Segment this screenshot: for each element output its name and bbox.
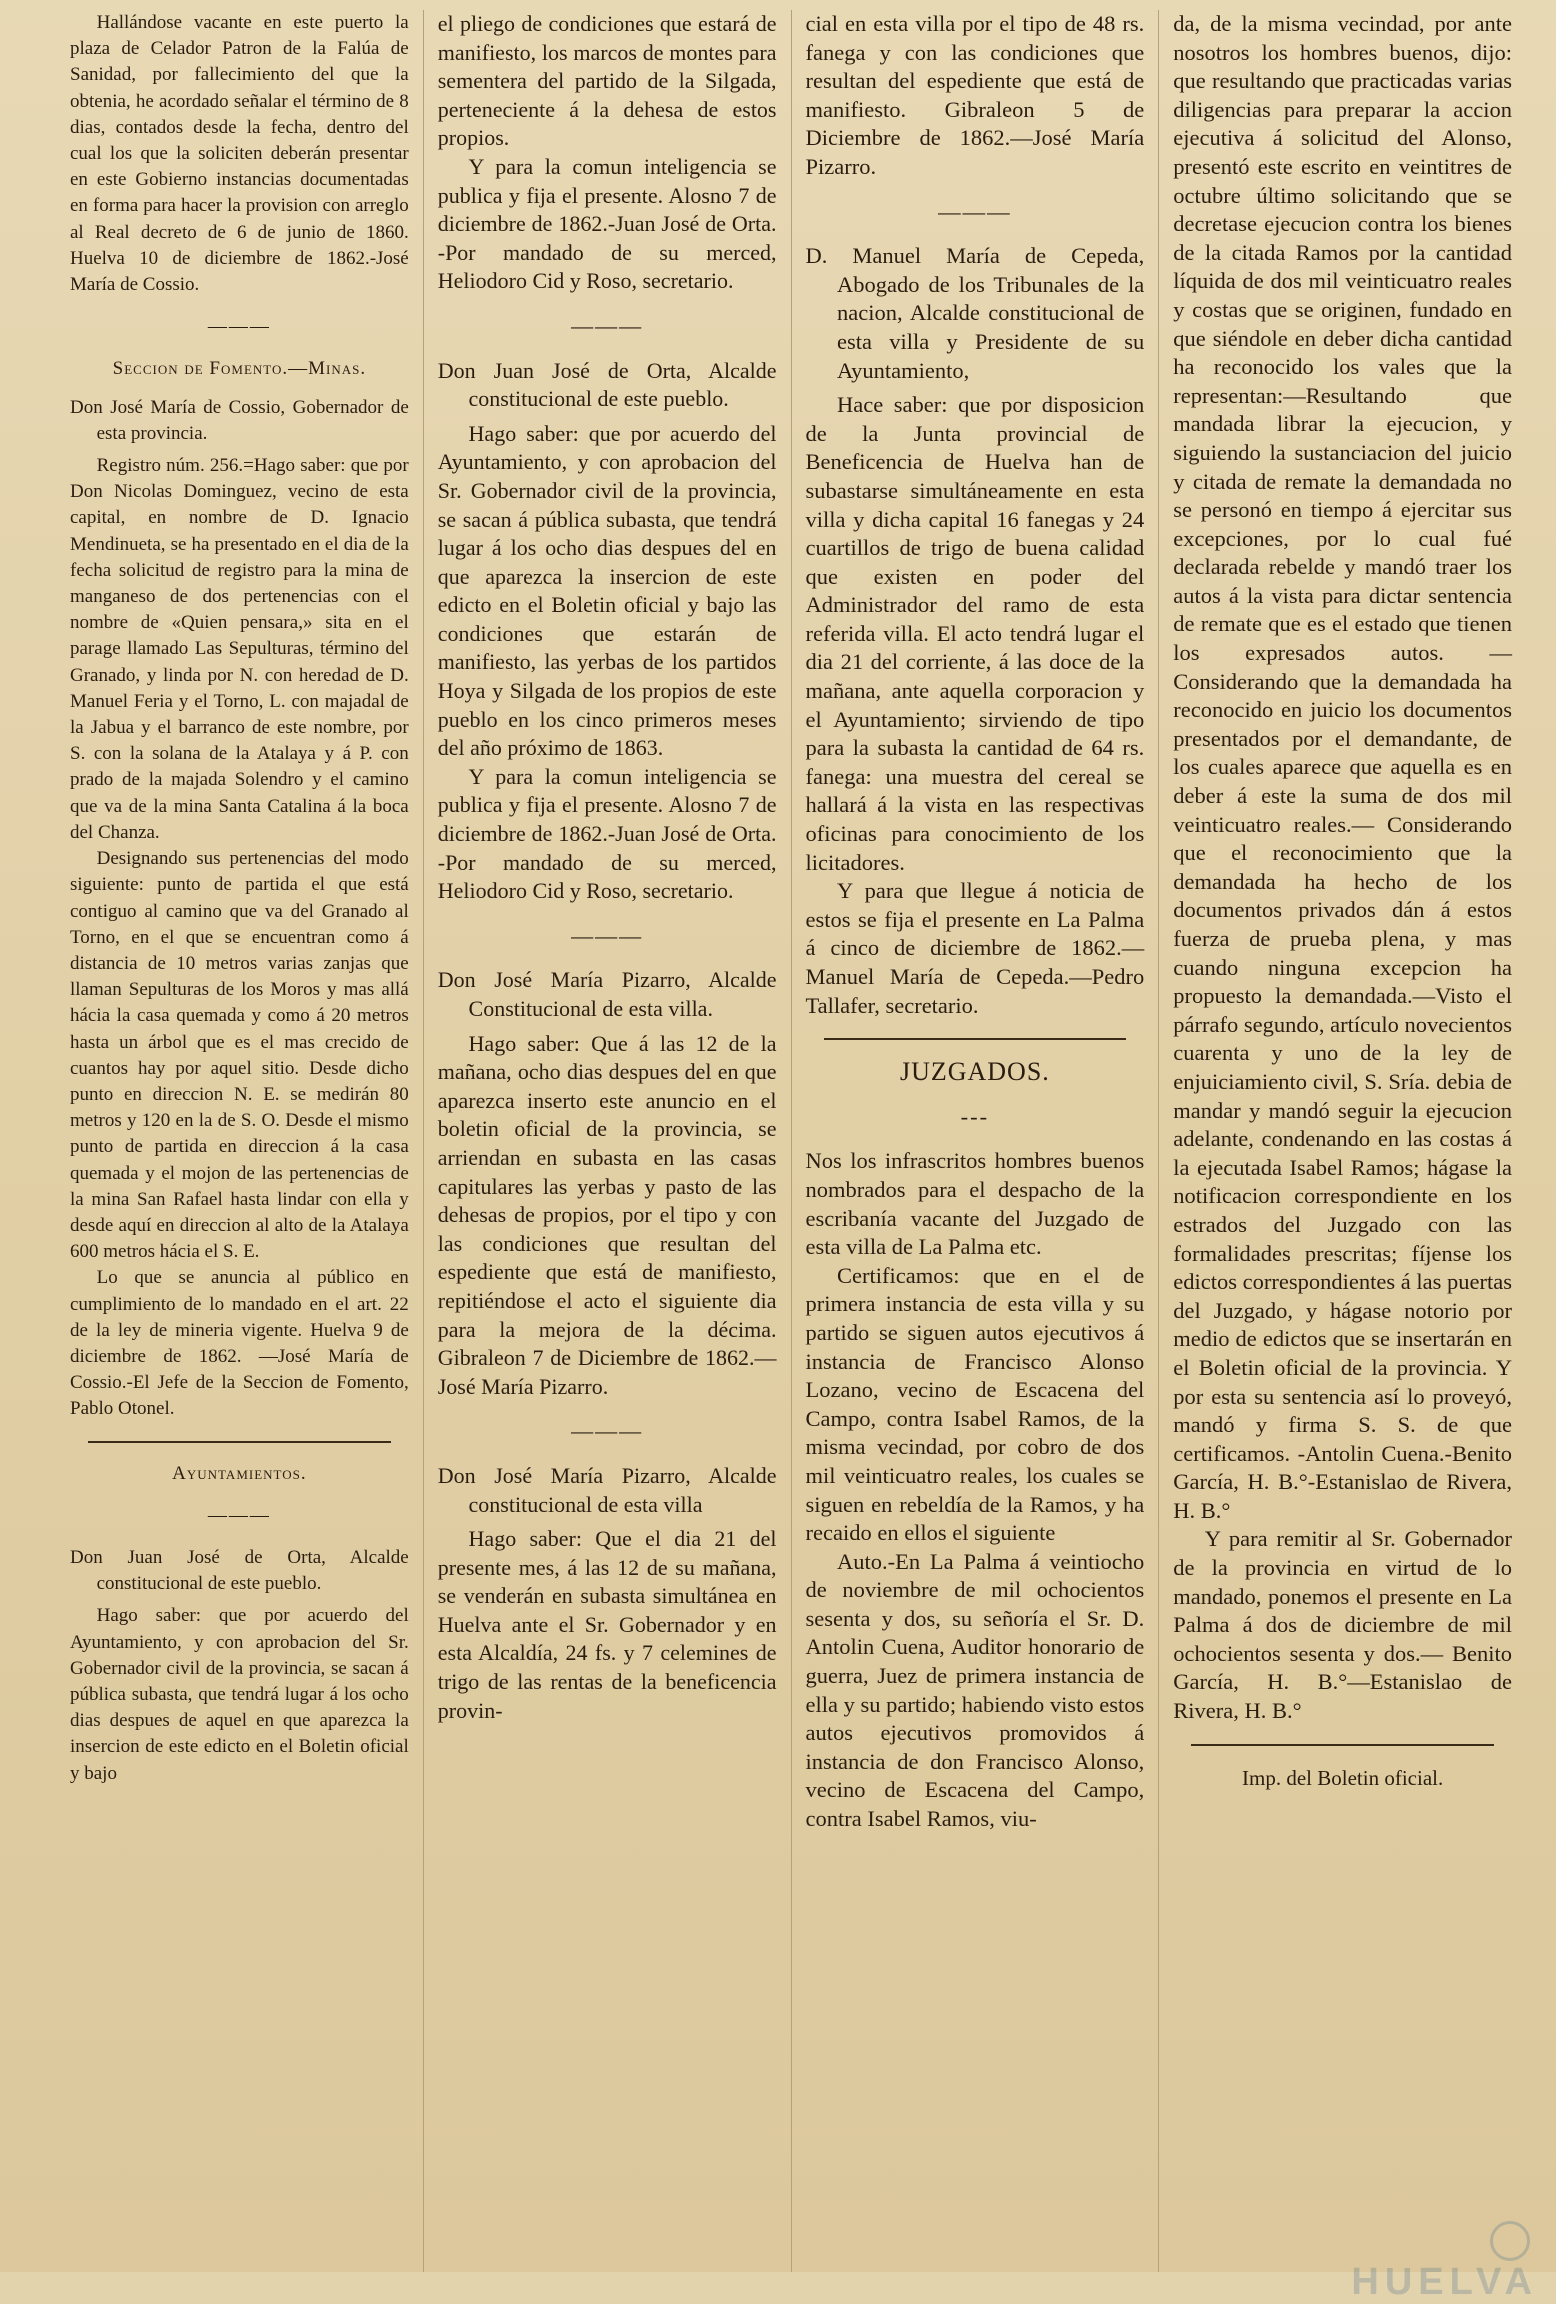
paragraph: Hago saber: Que el dia 21 del presente mes, á las 12 de su mañana, se venderán en subasta simultánea en Huelva ante el Sr. Gobernador y en esta Alcaldía, 24 fs. y 7 celemines de trigo de las rentas de la beneficencia provin- — [437, 1526, 777, 1723]
paragraph: Certificamos: que en el de primera instancia de esta villa y su partido se siguen autos ejecutivos á instancia de Francisco Alonso Lozano, vecino de Escacena del Campo, contra Isabel Ramos, de la misma vecindad, por cobro de dos mil veinticuatro reales, los cuales se siguen en rebeldía de la Ramos, y ha recaido en ellos el siguiente — [805, 1262, 1145, 1546]
paragraph: cial en esta villa por el tipo de 48 rs. fanega y con las condiciones que resultan del espediente que está de manifiesto. Gibraleon 5 de Diciembre de 1862.—José María Pizarro. — [805, 11, 1145, 179]
printer-footer: Imp. del Boletin oficial. — [1242, 1765, 1444, 1790]
notice-heading: D. Manuel María de Cepeda, Abogado de los Tribunales de la nacion, Alcalde constitucional de esta villa y Presidente de su Ayuntamiento, — [805, 243, 1145, 383]
column-4 — [1159, 10, 1526, 2272]
paragraph: Registro núm. 256.=Hago saber: que por Don Nicolas Dominguez, vecino de esta capital, en nombre de D. Ignacio Mendinueta, se ha presentado en el dia de la fecha solicitud de registro para la mina de manganeso de dos pertenencias con el nombre de «Quien pensara,» sita en el parage llamado Las Sepulturas, término del Granado, y linda por N. con heredad de D. Manuel Feria y el Torno, L. con majadal de la Jabua y el barranco de este nombre, por S. con la solana de la Atalaya y á P. con prado de la majada Solendro y el camino que va de la mina Santa Catalina á la boca del Chanza. — [70, 455, 409, 843]
column-3 — [792, 10, 1160, 2272]
paragraph: Lo que se anuncia al público en cumplimiento de lo mandado en el art. 22 de la ley de mineria vigente. Huelva 9 de diciembre de 1862. —José María de Cossio.-El Jefe de la Seccion de Fomento, Pablo Otonel. — [70, 1267, 409, 1420]
section-heading: JUZGADOS. — [899, 1057, 1050, 1087]
column-2 — [424, 10, 792, 2272]
paragraph: Hago saber: que por acuerdo del Ayuntamiento, y con aprobacion del Sr. Gobernador civil de la provincia, se sacan á pública subasta, que tendrá lugar á los ocho dias despues del en que aparezca la insercion de este edicto en el Boletin oficial y bajo las condiciones que estarán de manifiesto, las yerbas de los partidos Hoya y Silgada de los propios de este pueblo en los cinco primeros meses del año próximo de 1863. — [437, 420, 777, 761]
section-divider — [88, 1441, 391, 1443]
column-1 — [56, 10, 424, 2272]
section-title: Ayuntamientos. — [172, 1462, 307, 1484]
separator: ——— — [571, 312, 644, 338]
watermark-emblem-icon — [1490, 2221, 1530, 2261]
notice-heading: Don José María de Cossio, Gobernador de esta provincia. — [70, 396, 409, 444]
paragraph: Nos los infrascritos hombres buenos nombrados para el despacho de la escribanía vacante del Juzgado de esta villa de La Palma etc. — [805, 1148, 1145, 1260]
paragraph: Designando sus pertenencias del modo siguiente: punto de partida el que está contiguo al camino que va del Granado al Torno, en el que se encuentran como á distancia de 10 metros varias zanjas que llaman Sepulturas de los Moros y mas allá hácia la casa quemada y como á 20 metros hasta un árbol que es el mas crecido de cuantos hay por aquel sitio. Desde dicho punto en direccion N. E. se medirán 80 metros y 120 en la de S. O. Desde el mismo punto de partida en direccion á la casa quemada y el mojon de las pertenencias de la mina San Rafael hasta lindar con ella y desde aquí en direccion al alto de la Atalaya 600 metros hácia el S. E. — [70, 848, 409, 1263]
paragraph: el pliego de condiciones que estará de manifiesto, los marcos de montes para sementera del partido de la Silgada, perteneciente á la dehesa de estos propios. — [437, 11, 777, 151]
paragraph: Hallándose vacante en este puerto la plaza de Celador Patron de la Falúa de Sanidad, por fallecimiento del que la obtenia, he acordado señalar el término de 8 dias, contados desde la fecha, dentro del cual los que la soliciten deberán presentar en este Gobierno instancias documentadas en forma para hacer la provision con arreglo al Real decreto de 6 de junio de 1860. Huelva 10 de diciembre de 1862.-José María de Cossio. — [70, 12, 409, 296]
separator: ——— — [938, 198, 1012, 224]
paragraph: Hago saber: Que á las 12 de la mañana, ocho dias despues del en que aparezca inserto este anuncio en el boletin oficial de la provincia, se arriendan en subasta en las casas capitulares las yerbas y pasto de las dehesas de propios, por el tipo y con las condiciones que resultan del espediente que está de manifiesto, repitiéndose el acto el siguiente dia para la mejora de la décima. Gibraleon 7 de Diciembre de 1862.—José María Pizarro. — [437, 1030, 777, 1399]
separator: ——— — [207, 1504, 271, 1526]
separator: ——— — [207, 316, 271, 338]
section-divider — [1191, 1744, 1494, 1746]
section-divider — [824, 1038, 1127, 1040]
paragraph: Y para la comun inteligencia se publica y fija el presente. Alosno 7 de diciembre de 1862.-Juan José de Orta. -Por mandado de su merced, Heliodoro Cid y Roso, secretario. — [437, 153, 777, 294]
section-title: Seccion de Fomento.—Minas. — [112, 358, 367, 380]
paragraph: Hago saber: que por acuerdo del Ayuntamiento, y con aprobacion del Sr. Gobernador civil de la provincia, se sacan á pública subasta, que tendrá lugar á los ocho dias despues de aquel en que aparezca la insercion de este edicto en el Boletin oficial y bajo — [70, 1605, 409, 1784]
watermark-text: HUELVA — [1351, 2261, 1538, 2303]
paragraph: Y para remitir al Sr. Gobernador de la provincia en virtud de lo mandado, ponemos el presente en La Palma á dos de diciembre de mil ochocientos sesenta y dos.— Benito García, H. B.°—Estanislao de Rivera, H. B.° — [1173, 1526, 1512, 1724]
paragraph: Y para que llegue á noticia de estos se fija el presente en La Palma á cinco de diciembre de 1862.—Manuel María de Cepeda.—Pedro Tallafer, secretario. — [805, 878, 1145, 1018]
paragraph: da, de la misma vecindad, por ante nosotros los hombres buenos, dijo: que resultando que practicadas varias diligencias para preparar la accion ejecutiva á solicitud del Alonso, presentó este escrito en veintitres de octubre último solicitando que se decretase ejecucion contra los bienes de la citada Ramos por la cantidad líquida de dos mil veinticuatro reales y costas que se originen, fundado en que siéndole en deber dicha cantidad ha reconocido los vales que la representan:—Resultando que mandada librar la ejecucion, y siguiendo la sustanciacion del juicio y citada de remate la demandada no se personó en tiempo á ejercitar sus excepciones, por lo cual fué declarada rebelde y mandó traer los autos á la vista para dictar sentencia de remate que es el estado que tienen los expresados autos. —Considerando que la demandada ha reconocido en juicio los documentos presentados por el demandante, de los cuales aparece que aquella es en deber á este la suma de dos mil veinticuatro reales.— Considerando que el reconocimiento que la demandada ha hecho de los documentos privados dán á estos fuerza de prueba plena, y mas cuando ninguna excepcion ha propuesto la demandada.—Visto el párrafo segundo, artículo novecientos cuarenta y uno de la ley de enjuiciamiento civil, S. Sría. debia de mandar y mandó seguir la ejecucion adelante, condenando en las costas á la ejecutada Isabel Ramos; hágase la notificacion correspondiente en los estrados del Juzgado con las formalidades prescritas; fíjense los edictos correspondientes á las puertas del Juzgado, y hágase notorio por medio de edictos que se insertarán en el Boletin oficial de la provincia. Y por esta su sentencia así lo proveyó, mandó y firma S. S. de que certificamos. -Antolin Cuena.-Benito García, H. B.°-Estanislao de Rivera, H. B.° — [1173, 11, 1512, 1523]
columns-container — [56, 10, 1526, 2272]
notice-heading: Don José María Pizarro, Alcalde constitucional de esta villa — [437, 1462, 777, 1517]
notice-heading: Don José María Pizarro, Alcalde Constitucional de esta villa. — [437, 967, 777, 1021]
paragraph: Hace saber: que por disposicion de la Junta provincial de Beneficencia de Huelva han de subastarse simultáneamente en esta villa y dicha capital 16 fanegas y 24 cuartillos de trigo de buena calidad que existen en poder del Administrador del ramo de esta referida villa. El acto tendrá lugar el dia 21 del corriente, á las doce de la mañana, ante aquella corporacion y el Ayuntamiento; sirviendo de tipo para la subasta la cantidad de 64 rs. fanega: una muestra del cereal se hallará á la vista en las respectivas oficinas para conocimiento de los licitadores. — [805, 392, 1145, 875]
paragraph: Y para la comun inteligencia se publica y fija el presente. Alosno 7 de diciembre de 1862.-Juan José de Orta. -Por mandado de su merced, Heliodoro Cid y Roso, secretario. — [437, 763, 777, 904]
separator: ——— — [571, 1418, 644, 1444]
watermark-logo — [1308, 2218, 1538, 2303]
notice-heading: Don Juan José de Orta, Alcalde constitucional de este pueblo. — [70, 1546, 409, 1595]
separator: --- — [960, 1103, 990, 1129]
paragraph: Auto.-En La Palma á veintiocho de noviembre de mil ochocientos sesenta y dos, su señoría el Sr. D. Antolin Cuena, Auditor honorario de guerra, Juez de primera instancia de ella y su partido; habiendo visto estos autos ejecutivos promovidos á instancia de don Francisco Alonso, vecino de Escacena del Campo, contra Isabel Ramos, viu- — [805, 1548, 1145, 1832]
separator: ——— — [571, 922, 644, 948]
notice-heading: Don Juan José de Orta, Alcalde constitucional de este pueblo. — [437, 357, 777, 412]
